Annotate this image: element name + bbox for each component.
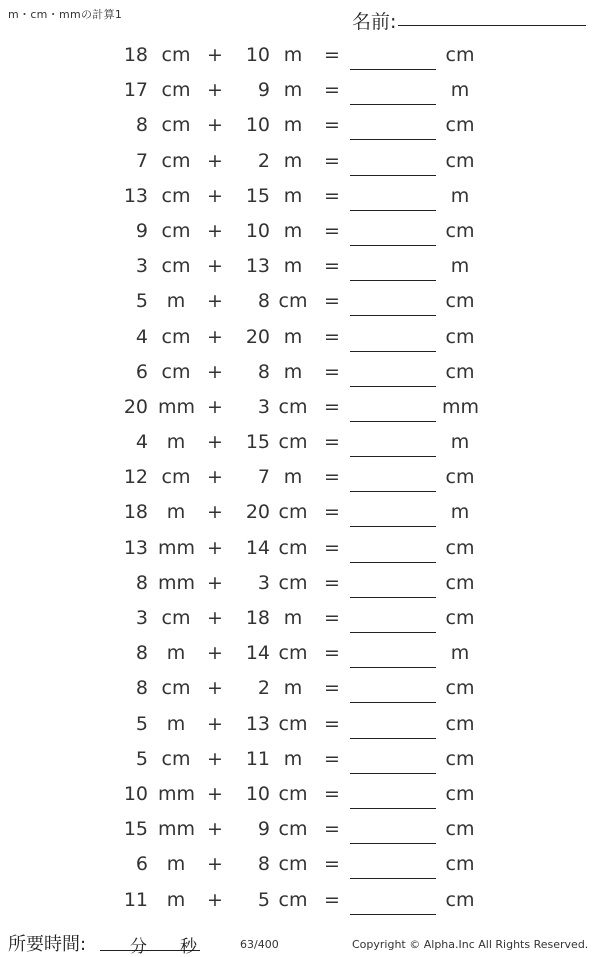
second-number: 7 bbox=[257, 466, 270, 489]
equals-sign: = bbox=[324, 290, 340, 313]
plus-sign: + bbox=[207, 79, 223, 102]
answer-unit: cm bbox=[445, 853, 475, 876]
answer-unit: cm bbox=[445, 888, 475, 911]
plus-sign: + bbox=[207, 853, 223, 876]
answer-blank[interactable] bbox=[350, 667, 436, 668]
second-number: 20 bbox=[245, 501, 270, 524]
equals-sign: = bbox=[324, 888, 340, 911]
second-unit: cm bbox=[278, 395, 308, 418]
first-number: 8 bbox=[135, 642, 148, 665]
answer-blank[interactable] bbox=[350, 280, 436, 281]
answer-unit: cm bbox=[445, 360, 475, 383]
first-unit: cm bbox=[161, 114, 191, 137]
second-unit: cm bbox=[278, 536, 308, 559]
answer-blank[interactable] bbox=[350, 843, 436, 844]
first-unit: m bbox=[166, 853, 186, 876]
first-number: 3 bbox=[135, 255, 148, 278]
first-unit: cm bbox=[161, 44, 191, 66]
plus-sign: + bbox=[207, 888, 223, 911]
page-number: 63/400 bbox=[240, 938, 279, 951]
second-number: 14 bbox=[245, 642, 270, 665]
plus-sign: + bbox=[207, 571, 223, 594]
answer-unit: cm bbox=[445, 219, 475, 242]
equals-sign: = bbox=[324, 431, 340, 454]
first-unit: mm bbox=[158, 818, 196, 841]
second-number: 10 bbox=[245, 114, 270, 137]
equals-sign: = bbox=[324, 818, 340, 841]
equals-sign: = bbox=[324, 536, 340, 559]
plus-sign: + bbox=[207, 325, 223, 348]
answer-unit: m bbox=[450, 431, 470, 454]
answer-unit: cm bbox=[445, 747, 475, 770]
first-unit: m bbox=[166, 888, 186, 911]
problem-row bbox=[0, 216, 600, 251]
copyright-notice: Copyright © Alpha.Inc All Rights Reserved. bbox=[352, 938, 589, 951]
second-unit: cm bbox=[278, 431, 308, 454]
answer-unit: cm bbox=[445, 466, 475, 489]
first-number: 6 bbox=[135, 853, 148, 876]
problem-row bbox=[0, 40, 600, 75]
problem-row bbox=[0, 814, 600, 849]
answer-blank[interactable] bbox=[350, 315, 436, 316]
second-unit: m bbox=[283, 149, 303, 172]
first-number: 15 bbox=[123, 818, 148, 841]
second-unit: m bbox=[283, 255, 303, 278]
time-required-label: 所要時間: bbox=[8, 934, 87, 955]
answer-unit: m bbox=[450, 255, 470, 278]
answer-blank[interactable] bbox=[350, 738, 436, 739]
first-number: 4 bbox=[135, 325, 148, 348]
second-number: 13 bbox=[245, 712, 270, 735]
problem-row bbox=[0, 181, 600, 216]
name-label: 名前: bbox=[352, 11, 397, 33]
plus-sign: + bbox=[207, 431, 223, 454]
equals-sign: = bbox=[324, 677, 340, 700]
first-number: 12 bbox=[123, 466, 148, 489]
first-number: 13 bbox=[123, 184, 148, 207]
equals-sign: = bbox=[324, 255, 340, 278]
first-unit: cm bbox=[161, 747, 191, 770]
problem-row bbox=[0, 251, 600, 286]
second-number: 10 bbox=[245, 782, 270, 805]
second-unit: m bbox=[283, 219, 303, 242]
first-number: 7 bbox=[135, 149, 148, 172]
answer-blank[interactable] bbox=[350, 632, 436, 633]
first-unit: m bbox=[166, 431, 186, 454]
first-unit: m bbox=[166, 642, 186, 665]
plus-sign: + bbox=[207, 536, 223, 559]
first-unit: mm bbox=[158, 536, 196, 559]
answer-blank[interactable] bbox=[350, 808, 436, 809]
first-unit: mm bbox=[158, 395, 196, 418]
equals-sign: = bbox=[324, 395, 340, 418]
worksheet-title: m・cm・mmの計算1 bbox=[8, 8, 123, 21]
answer-blank[interactable] bbox=[350, 914, 436, 915]
equals-sign: = bbox=[324, 360, 340, 383]
plus-sign: + bbox=[207, 607, 223, 629]
plus-sign: + bbox=[207, 219, 223, 242]
answer-blank[interactable] bbox=[350, 491, 436, 492]
first-number: 4 bbox=[135, 431, 148, 454]
problem-row bbox=[0, 673, 600, 708]
problem-row bbox=[0, 849, 600, 884]
equals-sign: = bbox=[324, 219, 340, 242]
equals-sign: = bbox=[324, 642, 340, 665]
problem-row bbox=[0, 75, 600, 110]
problem-row bbox=[0, 568, 600, 603]
plus-sign: + bbox=[207, 360, 223, 383]
equals-sign: = bbox=[324, 466, 340, 489]
second-number: 2 bbox=[257, 149, 270, 172]
first-number: 11 bbox=[123, 888, 148, 911]
problem-row bbox=[0, 744, 600, 779]
first-unit: cm bbox=[161, 79, 191, 102]
answer-unit: cm bbox=[445, 818, 475, 841]
second-unit: cm bbox=[278, 782, 308, 805]
plus-sign: + bbox=[207, 642, 223, 665]
equals-sign: = bbox=[324, 44, 340, 66]
second-unit: cm bbox=[278, 818, 308, 841]
plus-sign: + bbox=[207, 290, 223, 313]
answer-blank[interactable] bbox=[350, 562, 436, 563]
answer-blank[interactable] bbox=[350, 69, 436, 70]
answer-blank[interactable] bbox=[350, 702, 436, 703]
first-number: 5 bbox=[135, 747, 148, 770]
answer-unit: cm bbox=[445, 149, 475, 172]
second-number: 11 bbox=[245, 747, 270, 770]
second-unit: cm bbox=[278, 571, 308, 594]
second-unit: m bbox=[283, 114, 303, 137]
second-number: 8 bbox=[257, 290, 270, 313]
equals-sign: = bbox=[324, 184, 340, 207]
second-number: 2 bbox=[257, 677, 270, 700]
first-unit: cm bbox=[161, 325, 191, 348]
problem-row bbox=[0, 110, 600, 145]
second-unit: m bbox=[283, 360, 303, 383]
plus-sign: + bbox=[207, 818, 223, 841]
answer-unit: cm bbox=[445, 44, 475, 66]
second-number: 9 bbox=[257, 79, 270, 102]
second-unit: cm bbox=[278, 888, 308, 911]
plus-sign: + bbox=[207, 44, 223, 66]
answer-unit: cm bbox=[445, 571, 475, 594]
problem-list bbox=[0, 40, 600, 920]
equals-sign: = bbox=[324, 149, 340, 172]
answer-unit: cm bbox=[445, 325, 475, 348]
answer-blank[interactable] bbox=[350, 421, 436, 422]
second-number: 15 bbox=[245, 431, 270, 454]
answer-unit: cm bbox=[445, 290, 475, 313]
problem-row bbox=[0, 497, 600, 532]
first-number: 6 bbox=[135, 360, 148, 383]
answer-blank[interactable] bbox=[350, 597, 436, 598]
second-unit: cm bbox=[278, 501, 308, 524]
answer-blank[interactable] bbox=[350, 139, 436, 140]
second-number: 13 bbox=[245, 255, 270, 278]
equals-sign: = bbox=[324, 747, 340, 770]
second-number: 9 bbox=[257, 818, 270, 841]
answer-unit: m bbox=[450, 642, 470, 665]
first-unit: cm bbox=[161, 607, 191, 629]
second-unit: m bbox=[283, 325, 303, 348]
second-number: 18 bbox=[245, 607, 270, 629]
first-unit: cm bbox=[161, 255, 191, 278]
answer-blank[interactable] bbox=[350, 773, 436, 774]
second-unit: m bbox=[283, 607, 303, 629]
problem-row bbox=[0, 638, 600, 673]
first-unit: mm bbox=[158, 782, 196, 805]
first-number: 20 bbox=[123, 395, 148, 418]
first-unit: mm bbox=[158, 571, 196, 594]
plus-sign: + bbox=[207, 255, 223, 278]
answer-unit: cm bbox=[445, 712, 475, 735]
equals-sign: = bbox=[324, 853, 340, 876]
answer-unit: m bbox=[450, 79, 470, 102]
equals-sign: = bbox=[324, 712, 340, 735]
second-unit: m bbox=[283, 677, 303, 700]
answer-unit: cm bbox=[445, 536, 475, 559]
problem-row bbox=[0, 462, 600, 497]
answer-unit: cm bbox=[445, 782, 475, 805]
second-number: 8 bbox=[257, 360, 270, 383]
plus-sign: + bbox=[207, 149, 223, 172]
first-number: 9 bbox=[135, 219, 148, 242]
first-number: 18 bbox=[123, 501, 148, 524]
answer-blank[interactable] bbox=[350, 104, 436, 105]
first-unit: cm bbox=[161, 360, 191, 383]
plus-sign: + bbox=[207, 114, 223, 137]
first-unit: cm bbox=[161, 219, 191, 242]
answer-blank[interactable] bbox=[350, 878, 436, 879]
plus-sign: + bbox=[207, 712, 223, 735]
first-unit: cm bbox=[161, 184, 191, 207]
second-number: 20 bbox=[245, 325, 270, 348]
problem-row bbox=[0, 357, 600, 392]
answer-unit: cm bbox=[445, 114, 475, 137]
first-unit: m bbox=[166, 712, 186, 735]
first-unit: cm bbox=[161, 677, 191, 700]
first-number: 3 bbox=[135, 607, 148, 629]
first-unit: cm bbox=[161, 466, 191, 489]
first-number: 8 bbox=[135, 677, 148, 700]
second-unit: cm bbox=[278, 853, 308, 876]
problem-row bbox=[0, 286, 600, 321]
answer-blank[interactable] bbox=[350, 456, 436, 457]
first-unit: m bbox=[166, 501, 186, 524]
second-unit: m bbox=[283, 44, 303, 66]
second-unit: cm bbox=[278, 642, 308, 665]
answer-blank[interactable] bbox=[350, 175, 436, 176]
equals-sign: = bbox=[324, 501, 340, 524]
problem-row bbox=[0, 146, 600, 181]
first-unit: cm bbox=[161, 149, 191, 172]
problem-row bbox=[0, 533, 600, 568]
name-field-line[interactable] bbox=[398, 25, 586, 26]
first-number: 18 bbox=[123, 44, 148, 66]
first-unit: m bbox=[166, 290, 186, 313]
first-number: 8 bbox=[135, 571, 148, 594]
plus-sign: + bbox=[207, 782, 223, 805]
second-unit: cm bbox=[278, 712, 308, 735]
second-unit: m bbox=[283, 466, 303, 489]
problem-row bbox=[0, 392, 600, 427]
second-number: 14 bbox=[245, 536, 270, 559]
problem-row bbox=[0, 427, 600, 462]
second-number: 8 bbox=[257, 853, 270, 876]
second-unit: m bbox=[283, 79, 303, 102]
first-number: 10 bbox=[123, 782, 148, 805]
second-unit: m bbox=[283, 184, 303, 207]
equals-sign: = bbox=[324, 607, 340, 629]
plus-sign: + bbox=[207, 395, 223, 418]
answer-blank[interactable] bbox=[350, 386, 436, 387]
plus-sign: + bbox=[207, 677, 223, 700]
equals-sign: = bbox=[324, 79, 340, 102]
answer-blank[interactable] bbox=[350, 351, 436, 352]
plus-sign: + bbox=[207, 466, 223, 489]
problem-row bbox=[0, 885, 600, 920]
equals-sign: = bbox=[324, 782, 340, 805]
seconds-label: 秒 bbox=[180, 937, 197, 957]
problem-row bbox=[0, 322, 600, 357]
first-number: 5 bbox=[135, 290, 148, 313]
problem-row bbox=[0, 779, 600, 814]
equals-sign: = bbox=[324, 114, 340, 137]
first-number: 13 bbox=[123, 536, 148, 559]
answer-unit: m bbox=[450, 501, 470, 524]
second-unit: m bbox=[283, 747, 303, 770]
equals-sign: = bbox=[324, 325, 340, 348]
second-number: 3 bbox=[257, 395, 270, 418]
answer-blank[interactable] bbox=[350, 526, 436, 527]
answer-unit: m bbox=[450, 184, 470, 207]
answer-unit: cm bbox=[445, 607, 475, 629]
second-number: 10 bbox=[245, 44, 270, 66]
second-number: 15 bbox=[245, 184, 270, 207]
second-number: 10 bbox=[245, 219, 270, 242]
plus-sign: + bbox=[207, 184, 223, 207]
first-number: 5 bbox=[135, 712, 148, 735]
answer-unit: mm bbox=[442, 395, 480, 418]
second-number: 5 bbox=[257, 888, 270, 911]
plus-sign: + bbox=[207, 501, 223, 524]
plus-sign: + bbox=[207, 747, 223, 770]
second-number: 3 bbox=[257, 571, 270, 594]
first-number: 8 bbox=[135, 114, 148, 137]
answer-blank[interactable] bbox=[350, 245, 436, 246]
minutes-label: 分 bbox=[130, 937, 147, 957]
problem-row bbox=[0, 603, 600, 638]
equals-sign: = bbox=[324, 571, 340, 594]
first-number: 17 bbox=[123, 79, 148, 102]
answer-unit: cm bbox=[445, 677, 475, 700]
second-unit: cm bbox=[278, 290, 308, 313]
answer-blank[interactable] bbox=[350, 210, 436, 211]
problem-row bbox=[0, 709, 600, 744]
